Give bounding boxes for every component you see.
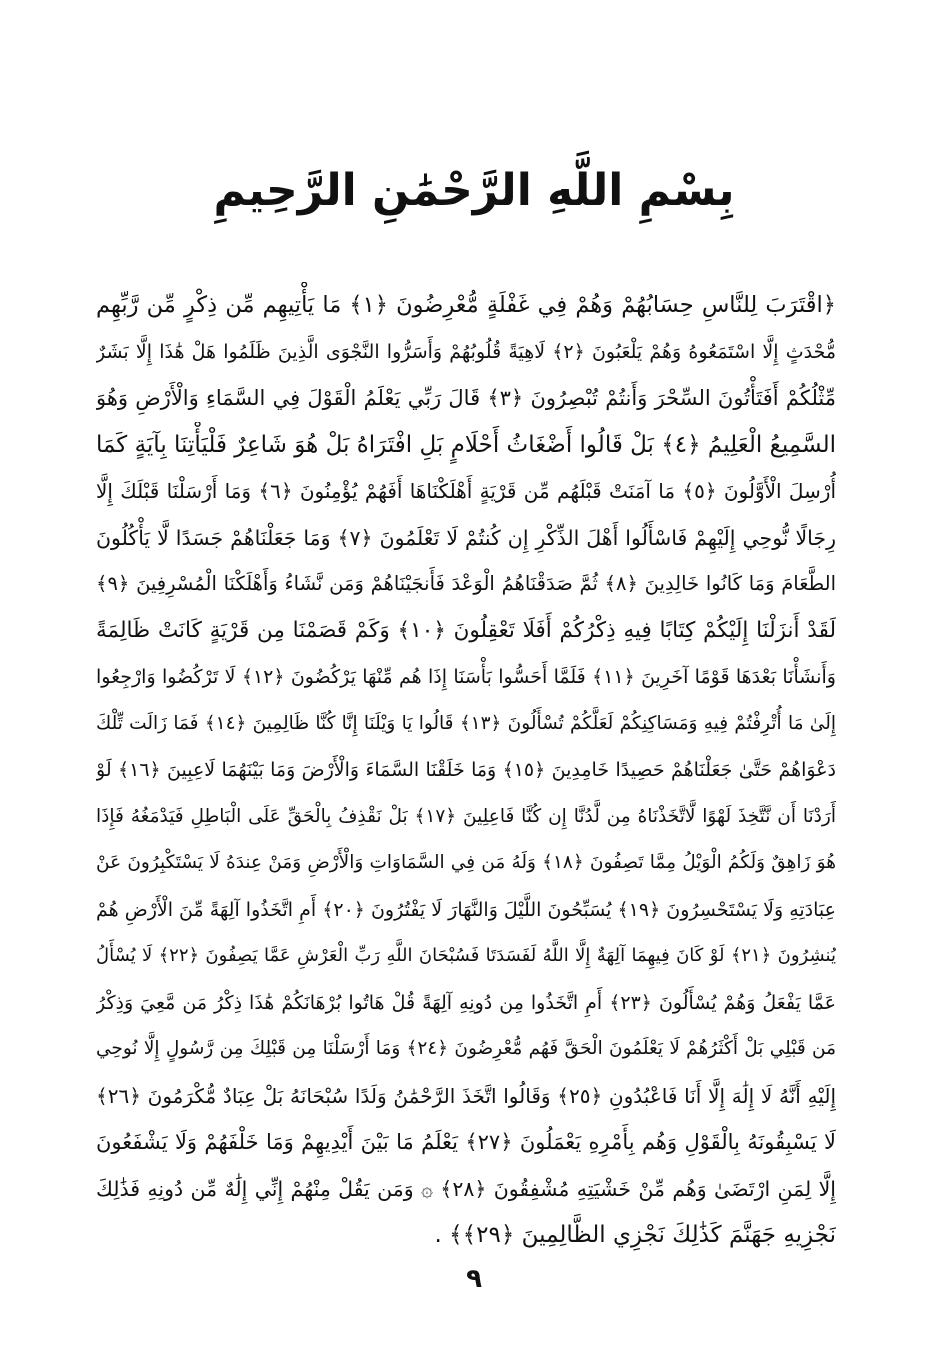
verses-text-block xyxy=(96,282,836,1259)
verse-line: أُرْسِلَ الْأَوَّلُونَ ﴿٥﴾ مَا آمَنَتْ قَبْلَهُم مِّن قَرْيَةٍ أَهْلَكْنَاهَا أَفَهُمْ يُؤْمِنُونَ ﴿٦﴾ وَمَا أَرْسَلْنَا قَبْلَكَ إِلَّا xyxy=(96,479,836,503)
verse-line: نَجْزِيهِ جَهَنَّمَ كَذَٰلِكَ نَجْزِي الظَّالِمِينَ ﴿٢٩﴾﴾ . xyxy=(434,1222,836,1248)
verse-line: السَّمِيعُ الْعَلِيمُ ﴿٤﴾ بَلْ قَالُوا أَضْغَاثُ أَحْلَامٍ بَلِ افْتَرَاهُ بَلْ هُوَ شَاعِرٌ فَلْيَأْتِنَا بِآيَةٍ كَمَا xyxy=(96,431,836,458)
verse-line: مَن قَبْلِي بَلْ أَكْثَرُهُمْ لَا يَعْلَمُونَ الْحَقَّ فَهُم مُّعْرِضُونَ ﴿٢٤﴾ وَمَا أَرْسَلْنَا مِن قَبْلِكَ مِن رَّسُولٍ إِلَّا نُوحِي xyxy=(96,1038,836,1059)
verse-line: إِلَىٰ مَا أُتْرِفْتُمْ فِيهِ وَمَسَاكِنِكُمْ لَعَلَّكُمْ تُسْأَلُونَ ﴿١٣﴾ قَالُوا يَا وَيْلَنَا إِنَّا كُنَّا ظَالِمِينَ ﴿١٤﴾ فَمَا زَالَت تِّلْكَ xyxy=(96,712,836,734)
verse-line: لَا يَسْبِقُونَهُ بِالْقَوْلِ وَهُم بِأَمْرِهِ يَعْمَلُونَ ﴿٢٧﴾ يَعْلَمُ مَا بَيْنَ أَيْدِيهِمْ وَمَا خَلْفَهُمْ وَلَا يَشْفَعُونَ xyxy=(96,1130,836,1154)
verse-line: عَمَّا يَفْعَلُ وَهُمْ يُسْأَلُونَ ﴿٢٣﴾ أَمِ اتَّخَذُوا مِن دُونِهِ آلِهَةً قُلْ هَاتُوا بُرْهَانَكُمْ هَٰذَا ذِكْرُ مَن مَّعِيَ وَذِكْرُ xyxy=(96,991,836,1014)
verse-line: هُوَ زَاهِقٌ وَلَكُمُ الْوَيْلُ مِمَّا تَصِفُونَ ﴿١٨﴾ وَلَهُ مَن فِي السَّمَاوَاتِ وَالْأَرْضِ وَمَنْ عِندَهُ لَا يَسْتَكْبِرُونَ عَنْ xyxy=(96,852,836,873)
verse-line: لَقَدْ أَنزَلْنَا إِلَيْكُمْ كِتَابًا فِيهِ ذِكْرُكُمْ أَفَلَا تَعْقِلُونَ ﴿١٠﴾ وَكَمْ قَصَمْنَا مِن قَرْيَةٍ كَانَتْ ظَالِمَةً xyxy=(96,617,836,643)
verse-line: أَرَدْنَا أَن نَّتَّخِذَ لَهْوًا لَّاتَّخَذْنَاهُ مِن لَّدُنَّا إِن كُنَّا فَاعِلِينَ ﴿١٧﴾ بَلْ نَقْذِفُ بِالْحَقِّ عَلَى الْبَاطِلِ فَيَدْمَغُهُ فَإِذَا xyxy=(96,805,836,827)
verse-line: ﴿اقْتَرَبَ لِلنَّاسِ حِسَابُهُمْ وَهُمْ فِي غَفْلَةٍ مُّعْرِضُونَ ﴿١﴾ مَا يَأْتِيهِم مِّن ذِكْرٍ مِّن رَّبِّهِم xyxy=(96,292,836,318)
basmala-heading: بِسْمِ اللَّهِ الرَّحْمَٰنِ الرَّحِيمِ xyxy=(213,165,735,216)
verse-line: مِّثْلُكُمْ أَفَتَأْتُونَ السِّحْرَ وَأَنتُمْ تُبْصِرُونَ ﴿٣﴾ قَالَ رَبِّي يَعْلَمُ الْقَوْلَ فِي السَّمَاءِ وَالْأَرْضِ وَهُوَ xyxy=(96,386,836,410)
verse-line: مُّحْدَثٍ إِلَّا اسْتَمَعُوهُ وَهُمْ يَلْعَبُونَ ﴿٢﴾ لَاهِيَةً قُلُوبُهُمْ وَأَسَرُّوا النَّجْوَى الَّذِينَ ظَلَمُوا هَلْ هَٰذَا إِلَّا بَشَرٌ xyxy=(96,340,836,363)
verse-line: رِجَالًا نُّوحِي إِلَيْهِمْ فَاسْأَلُوا أَهْلَ الذِّكْرِ إِن كُنتُمْ لَا تَعْلَمُونَ ﴿٧﴾ وَمَا جَعَلْنَاهُمْ جَسَدًا لَّا يَأْكُلُونَ xyxy=(96,525,836,550)
verse-line: عِبَادَتِهِ وَلَا يَسْتَحْسِرُونَ ﴿١٩﴾ يُسَبِّحُونَ اللَّيْلَ وَالنَّهَارَ لَا يَفْتُرُونَ ﴿٢٠﴾ أَمِ اتَّخَذُوا آلِهَةً مِّنَ الْأَرْضِ هُمْ xyxy=(96,898,836,921)
verse-line: الطَّعَامَ وَمَا كَانُوا خَالِدِينَ ﴿٨﴾ ثُمَّ صَدَقْنَاهُمُ الْوَعْدَ فَأَنجَيْنَاهُمْ وَمَن نَّشَاءُ وَأَهْلَكْنَا الْمُسْرِفِينَ ﴿٩﴾ xyxy=(96,572,836,595)
verse-line: وَأَنشَأْنَا بَعْدَهَا قَوْمًا آخَرِينَ ﴿١١﴾ فَلَمَّا أَحَسُّوا بَأْسَنَا إِذَا هُم مِّنْهَا يَرْكُضُونَ ﴿١٢﴾ لَا تَرْكُضُوا وَارْجِعُوا xyxy=(96,666,836,688)
verse-line: يُنشِرُونَ ﴿٢١﴾ لَوْ كَانَ فِيهِمَا آلِهَةٌ إِلَّا اللَّهُ لَفَسَدَتَا فَسُبْحَانَ اللَّهِ رَبِّ الْعَرْشِ عَمَّا يَصِفُونَ ﴿٢٢﴾ لَا يُسْأَلُ xyxy=(96,945,836,966)
verse-line: إِلَيْهِ أَنَّهُ لَا إِلَٰهَ إِلَّا أَنَا فَاعْبُدُونِ ﴿٢٥﴾ وَقَالُوا اتَّخَذَ الرَّحْمَٰنُ وَلَدًا سُبْحَانَهُ بَلْ عِبَادٌ مُّكْرَمُونَ ﴿٢٦﴾ xyxy=(96,1083,836,1108)
page-number: ٩ xyxy=(466,1264,482,1294)
verse-line: إِلَّا لِمَنِ ارْتَضَىٰ وَهُم مِّنْ خَشْيَتِهِ مُشْفِقُونَ ﴿٢٨﴾ ۞ وَمَن يَقُلْ مِنْهُمْ إِنِّي إِلَٰهٌ مِّن دُونِهِ فَذَٰلِكَ xyxy=(96,1176,836,1201)
verse-line: دَعْوَاهُمْ حَتَّىٰ جَعَلْنَاهُمْ حَصِيدًا خَامِدِينَ ﴿١٥﴾ وَمَا خَلَقْنَا السَّمَاءَ وَالْأَرْضَ وَمَا بَيْنَهُمَا لَاعِبِينَ ﴿١٦﴾ لَوْ xyxy=(96,759,836,781)
